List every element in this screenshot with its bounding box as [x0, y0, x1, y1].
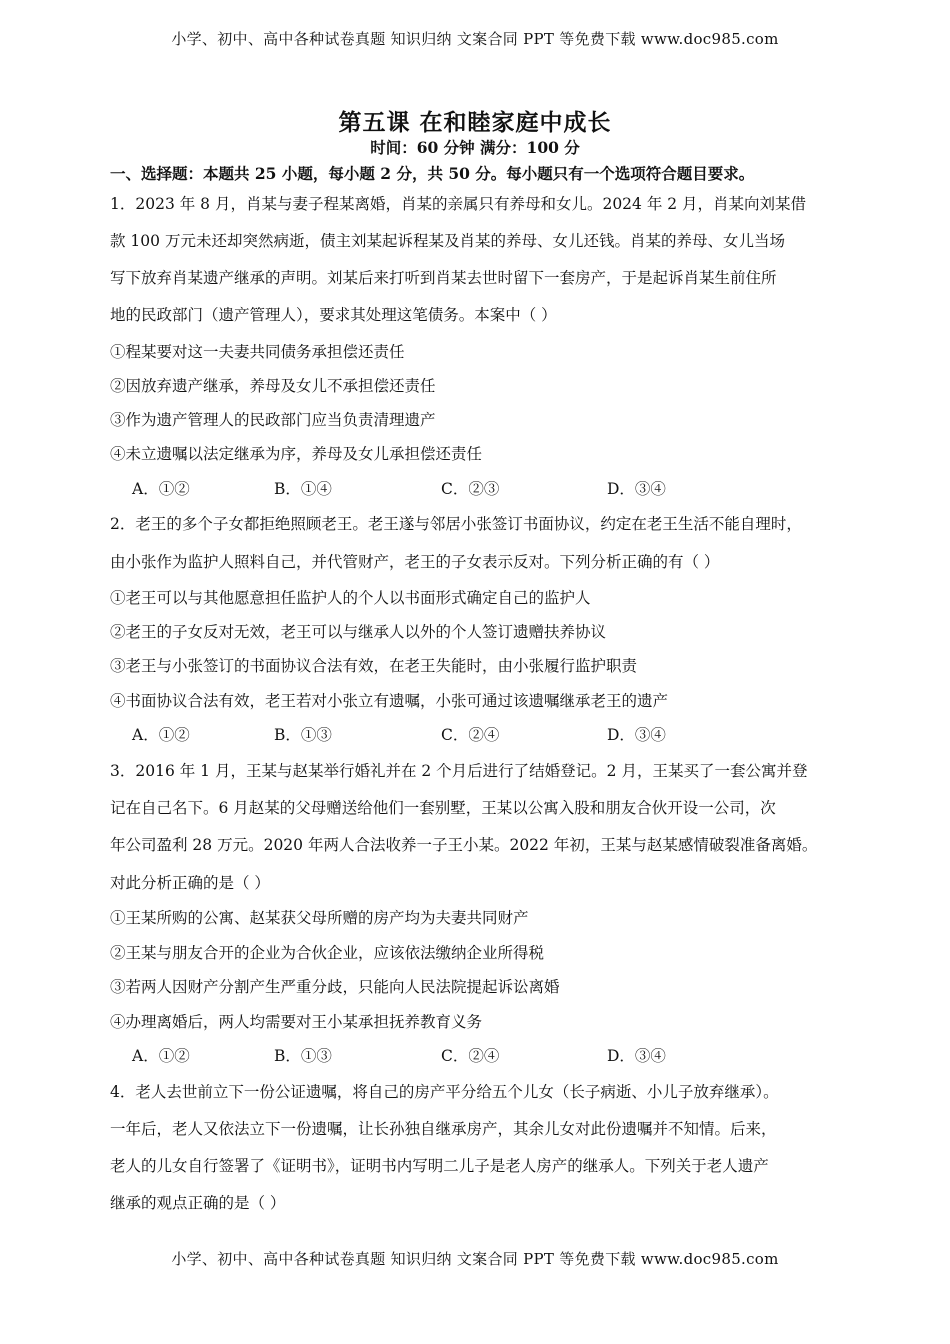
statement-item: ④书面协议合法有效，老王若对小张立有遗嘱，小张可通过该遗嘱继承老王的遗产 — [110, 692, 669, 710]
statement-item: ①王某所购的公寓、赵某获父母所赠的房产均为夫妻共同财产 — [110, 909, 529, 927]
answer-options — [132, 477, 852, 499]
option-b: B．①④ — [274, 480, 332, 498]
question-stem-line: 由小张作为监护人照料自己，并代管财产，老王的子女表示反对。下列分析正确的有（ ） — [110, 553, 720, 571]
option-b: B．①③ — [274, 726, 332, 744]
answer-options — [132, 1044, 852, 1066]
statement-item: ①程某要对这一夫妻共同债务承担偿还责任 — [110, 343, 405, 361]
statement-item: ②老王的子女反对无效，老王可以与继承人以外的个人签订遗赠扶养协议 — [110, 623, 607, 641]
statement-item: ②王某与朋友合开的企业为合伙企业，应该依法缴纳企业所得税 — [110, 944, 545, 962]
page-header: 小学、初中、高中各种试卷真题 知识归纳 文案合同 PPT 等免费下载 www.doc985.com — [171, 30, 779, 48]
question-stem-line: 2．老王的多个子女都拒绝照顾老王。老王遂与邻居小张签订书面协议，约定在老王生活不能自理时， — [110, 515, 802, 533]
question-stem-line: 记在自己名下。6 月赵某的父母赠送给他们一套别墅，王某以公寓入股和朋友合伙开设一公司，次 — [110, 799, 776, 817]
option-a: A．①② — [132, 726, 190, 744]
page-title: 第五课 在和睦家庭中成长 — [338, 109, 612, 136]
option-a: A．①② — [132, 480, 190, 498]
question-stem-line: 一年后，老人又依法立下一份遗嘱，让长孙独自继承房产，其余儿女对此份遗嘱并不知情。后来， — [110, 1120, 777, 1138]
option-c: C．②④ — [441, 1047, 500, 1065]
question-stem-line: 老人的儿女自行签署了《证明书》，证明书内写明二儿子是老人房产的继承人。下列关于老人遗产 — [110, 1157, 769, 1175]
question-stem-line: 3．2016 年 1 月，王某与赵某举行婚礼并在 2 个月后进行了结婚登记。2 月，王某买了一套公寓并登 — [110, 762, 808, 780]
question-stem-line: 4．老人去世前立下一份公证遗嘱，将自己的房产平分给五个儿女（长子病逝、小儿子放弃继承）。 — [110, 1083, 779, 1101]
option-d: D．③④ — [607, 480, 666, 498]
question-stem-line: 写下放弃肖某遗产继承的声明。刘某后来打听到肖某去世时留下一套房产，于是起诉肖某生前住所 — [110, 269, 777, 287]
statement-item: ①老王可以与其他愿意担任监护人的个人以书面形式确定自己的监护人 — [110, 589, 591, 607]
question-stem-line: 继承的观点正确的是（ ） — [110, 1194, 286, 1212]
option-d: D．③④ — [607, 726, 666, 744]
page-footer: 小学、初中、高中各种试卷真题 知识归纳 文案合同 PPT 等免费下载 www.doc985.com — [171, 1250, 779, 1268]
question-stem-line: 对此分析正确的是（ ） — [110, 874, 270, 892]
statement-item: ②因放弃遗产继承，养母及女儿不承担偿还责任 — [110, 377, 436, 395]
option-d: D．③④ — [607, 1047, 666, 1065]
option-a: A．①② — [132, 1047, 190, 1065]
statement-item: ③老王与小张签订的书面协议合法有效，在老王失能时，由小张履行监护职责 — [110, 657, 638, 675]
statement-item: ③若两人因财产分割产生严重分歧，只能向人民法院提起诉讼离婚 — [110, 978, 560, 996]
option-c: C．②③ — [441, 480, 500, 498]
option-b: B．①③ — [274, 1047, 332, 1065]
question-stem-line: 地的民政部门（遗产管理人），要求其处理这笔债务。本案中（ ） — [110, 306, 557, 324]
statement-item: ③作为遗产管理人的民政部门应当负责清理遗产 — [110, 411, 436, 429]
answer-options — [132, 723, 852, 745]
option-c: C．②④ — [441, 726, 500, 744]
question-stem-line: 款 100 万元未还却突然病逝，债主刘某起诉程某及肖某的养母、女儿还钱。肖某的养母、女儿当场 — [110, 232, 785, 250]
statement-item: ④办理离婚后，两人均需要对王小某承担抚养教育义务 — [110, 1013, 483, 1031]
section-heading: 一、选择题：本题共 25 小题，每小题 2 分，共 50 分。每小题只有一个选项符合题目要求。 — [110, 164, 755, 183]
statement-item: ④未立遗嘱以法定继承为序，养母及女儿承担偿还责任 — [110, 445, 483, 463]
time-info: 时间：60 分钟 满分：100 分 — [370, 138, 580, 157]
question-stem-line: 年公司盈利 28 万元。2020 年两人合法收养一子王小某。2022 年初，王某与赵某感情破裂准备离婚。 — [110, 836, 818, 854]
question-stem-line: 1．2023 年 8 月，肖某与妻子程某离婚，肖某的亲属只有养母和女儿。2024 年 2 月，肖某向刘某借 — [110, 195, 807, 213]
